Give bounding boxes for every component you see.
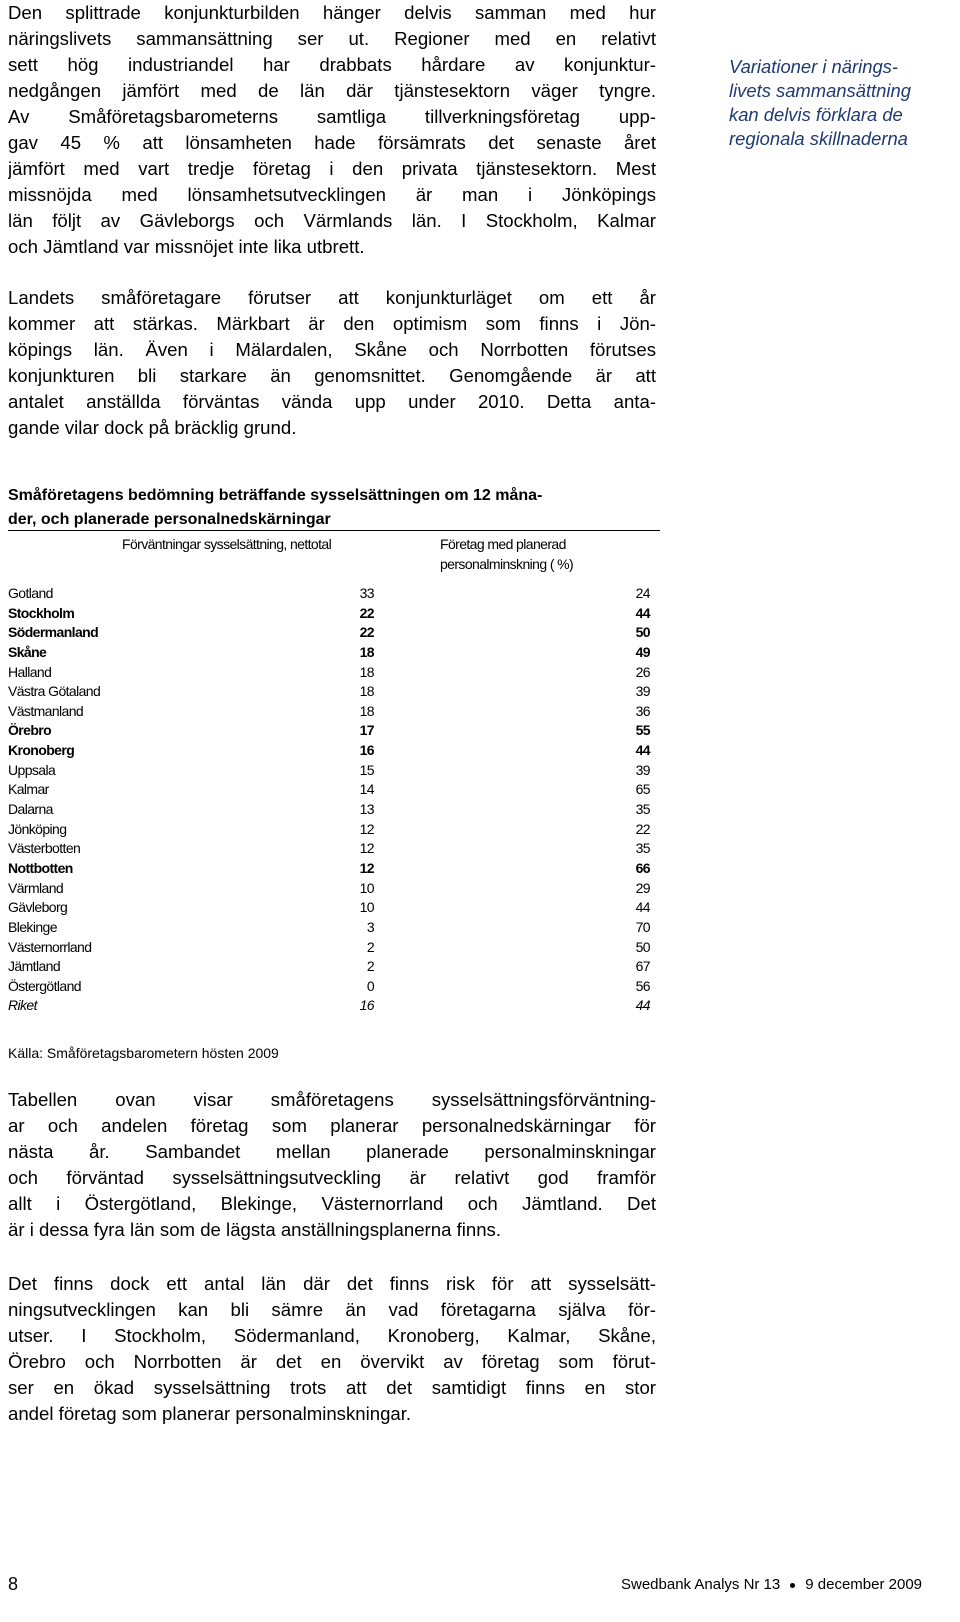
employment-expectation-value: 2 [366, 938, 374, 955]
paragraph-risk [8, 1271, 656, 1427]
region-name: Västra Götaland [8, 683, 101, 700]
employment-expectation-value: 33 [359, 585, 374, 601]
table-row [8, 721, 660, 741]
staff-reduction-value: 29 [635, 879, 650, 896]
table-body [8, 584, 660, 1016]
table-row [8, 663, 660, 683]
table-row [8, 918, 660, 938]
text-line: kan delvis förklara de [729, 104, 903, 125]
text-line: missnöjda med lönsamhetsutvecklingen är man i Jönköpings [8, 184, 656, 205]
table-row [8, 820, 660, 840]
staff-reduction-value: 26 [635, 663, 650, 680]
employment-expectation-value: 18 [359, 702, 374, 719]
text-line: livets sammansättning [729, 80, 911, 101]
paragraph-table-commentary [8, 1087, 656, 1243]
table-row [8, 938, 660, 958]
text-line: antalet anställda förväntas vända upp under 2010. Detta anta- [8, 391, 656, 412]
staff-reduction-value: 35 [635, 840, 650, 857]
staff-reduction-value: 39 [635, 683, 650, 700]
region-name: Stockholm [8, 604, 75, 621]
text-line: kommer att stärkas. Märkbart är den optimism som finns i Jön- [8, 313, 656, 334]
employment-expectation-value: 3 [366, 918, 374, 935]
text-line: Av Småföretagsbarometerns samtliga tillverkningsföretag upp- [8, 106, 656, 127]
text-line: utser. I Stockholm, Södermanland, Kronoberg, Kalmar, Skåne, [8, 1325, 656, 1346]
region-name: Riket [8, 997, 37, 1014]
staff-reduction-value: 50 [635, 624, 650, 641]
region-name: Nottbotten [8, 859, 73, 876]
table-source: Källa: Småföretagsbarometern hösten 2009 [8, 1045, 279, 1061]
region-name: Kronoberg [8, 742, 75, 759]
text-line: Småföretagens bedömning beträffande sysselsättningen om 12 måna- [8, 487, 543, 504]
staff-reduction-value: 35 [635, 801, 650, 818]
margin-note [729, 55, 960, 151]
text-line: Den splittrade konjunkturbilden hänger delvis samman med hur [8, 2, 656, 23]
table-row [8, 879, 660, 899]
table-row [8, 643, 660, 663]
region-name: Gävleborg [8, 899, 68, 916]
staff-reduction-value: 56 [635, 977, 650, 994]
text-line: ningsutvecklingen kan bli sämre än vad företagarna själva för- [8, 1299, 656, 1320]
region-name: Uppsala [8, 761, 56, 778]
publication-name: Swedbank Analys Nr 13 [620, 1576, 781, 1593]
region-name: Västerbotten [8, 840, 81, 857]
region-name: Östergötland [8, 977, 81, 994]
table-row [8, 839, 660, 859]
table-row [8, 682, 660, 702]
region-name: Södermanland [8, 624, 99, 641]
text-line: och Jämtland var missnöjet inte lika utbrett. [8, 236, 365, 257]
staff-reduction-value: 39 [635, 761, 650, 778]
table-row [8, 584, 660, 604]
region-name: Västmanland [8, 702, 84, 719]
column-header-planned-staff-reduction: Företag med planerad personalminskning ( %) [440, 536, 574, 572]
text-line: är i dessa fyra län som de lägsta anställningsplanerna finns. [8, 1219, 502, 1240]
table-row [8, 702, 660, 722]
staff-reduction-value: 55 [635, 722, 650, 739]
text-line: näringslivets sammansättning ser ut. Regioner med en relativt [8, 28, 656, 49]
table-row [8, 859, 660, 879]
table-title [8, 484, 660, 532]
employment-expectation-value: 13 [359, 801, 374, 818]
text-line: köpings län. Även i Mälardalen, Skåne och Norrbotten förutses [8, 339, 656, 360]
bullet-separator-icon [790, 1583, 795, 1588]
table-row [8, 996, 660, 1016]
staff-reduction-value: 49 [635, 643, 650, 660]
table-header-rule [8, 530, 660, 531]
table-row [8, 957, 660, 977]
text-line: Det finns dock ett antal län där det finns risk för att sysselsätt- [8, 1273, 656, 1294]
employment-expectation-value: 17 [359, 722, 374, 739]
staff-reduction-value: 44 [635, 742, 650, 759]
text-line: Landets småföretagare förutser att konjunkturläget om ett år [8, 287, 656, 308]
table-row [8, 623, 660, 643]
employment-expectation-value: 16 [359, 997, 374, 1014]
employment-expectation-value: 15 [359, 761, 374, 778]
employment-expectation-value: 18 [359, 663, 374, 680]
page-number: 8 [8, 1574, 19, 1594]
paragraph-industry-mix [8, 0, 656, 260]
employment-expectation-value: 22 [359, 624, 374, 641]
text-line: Örebro och Norrbotten är det en övervikt av företag som förut- [8, 1351, 656, 1372]
region-name: Dalarna [8, 801, 53, 818]
text-line: gande vilar dock på bräcklig grund. [8, 417, 297, 438]
region-name: Jämtland [8, 958, 61, 975]
employment-expectation-value: 0 [366, 977, 374, 994]
text-line: regionala skillnaderna [729, 128, 908, 149]
text-line: och förväntad sysselsättningsutveckling är relativt god framför [8, 1167, 656, 1188]
region-name: Värmland [8, 879, 64, 896]
text-line: allt i Östergötland, Blekinge, Västernorrland och Jämtland. Det [8, 1193, 656, 1214]
staff-reduction-value: 70 [635, 918, 650, 935]
text-line: nästa år. Sambandet mellan planerade personalminskningar [8, 1141, 656, 1162]
column-header-employment-expectations: Förväntningar sysselsättning, nettotal [122, 536, 332, 552]
employment-expectation-value: 2 [366, 958, 374, 975]
table-row [8, 741, 660, 761]
employment-expectation-value: 16 [359, 742, 374, 759]
table-row [8, 780, 660, 800]
table-row [8, 898, 660, 918]
text-line: ar och andelen företag som planerar personalnedskärningar för [8, 1115, 656, 1136]
text-line: Variationer i närings- [729, 56, 898, 77]
table-row [8, 977, 660, 997]
staff-reduction-value: 44 [635, 604, 650, 621]
employment-expectation-value: 12 [359, 859, 374, 876]
staff-reduction-value: 24 [635, 585, 650, 601]
region-name: Skåne [8, 643, 47, 660]
employment-expectation-value: 10 [359, 879, 374, 896]
table-row [8, 800, 660, 820]
footer-publication [621, 1574, 922, 1596]
staff-reduction-value: 44 [635, 997, 650, 1014]
text-line: ser en ökad sysselsättning trots att det samtidigt finns en stor [8, 1377, 656, 1398]
staff-reduction-value: 65 [635, 781, 650, 798]
paragraph-outlook [8, 285, 656, 441]
region-name: Gotland [8, 585, 53, 601]
employment-expectation-value: 12 [359, 840, 374, 857]
employment-expectation-value: 22 [359, 604, 374, 621]
text-line: konjunkturen bli starkare än genomsnittet. Genomgående är att [8, 365, 656, 386]
region-name: Blekinge [8, 918, 57, 935]
staff-reduction-value: 36 [635, 702, 650, 719]
text-line: län följt av Gävleborgs och Värmlands län. I Stockholm, Kalmar [8, 210, 656, 231]
text-line: Tabellen ovan visar småföretagens sysselsättningsförväntning- [8, 1089, 656, 1110]
employment-expectation-value: 12 [359, 820, 374, 837]
region-name: Halland [8, 663, 52, 680]
employment-expectation-value: 14 [359, 781, 374, 798]
table-row [8, 761, 660, 781]
region-name: Kalmar [8, 781, 49, 798]
staff-reduction-value: 44 [635, 899, 650, 916]
employment-expectation-value: 18 [359, 683, 374, 700]
text-line: der, och planerade personalnedskärningar [8, 511, 331, 528]
employment-expectation-value: 10 [359, 899, 374, 916]
staff-reduction-value: 67 [635, 958, 650, 975]
employment-expectation-value: 18 [359, 643, 374, 660]
region-name: Jönköping [8, 820, 67, 837]
region-name: Västernorrland [8, 938, 92, 955]
text-line: nedgången jämfört med de län där tjänstesektorn väger tyngre. [8, 80, 656, 101]
text-line: andel företag som planerar personalminskningar. [8, 1403, 412, 1424]
publication-date: 9 december 2009 [805, 1576, 922, 1593]
staff-reduction-value: 50 [635, 938, 650, 955]
staff-reduction-value: 66 [635, 859, 650, 876]
text-line: sett hög industriandel har drabbats hårdare av konjunktur- [8, 54, 656, 75]
text-line: gav 45 % att lönsamheten hade försämrats det senaste året [8, 132, 656, 153]
region-name: Örebro [8, 722, 52, 739]
text-line: jämfört med vart tredje företag i den privata tjänstesektorn. Mest [8, 158, 656, 179]
table-row [8, 604, 660, 624]
staff-reduction-value: 22 [635, 820, 650, 837]
